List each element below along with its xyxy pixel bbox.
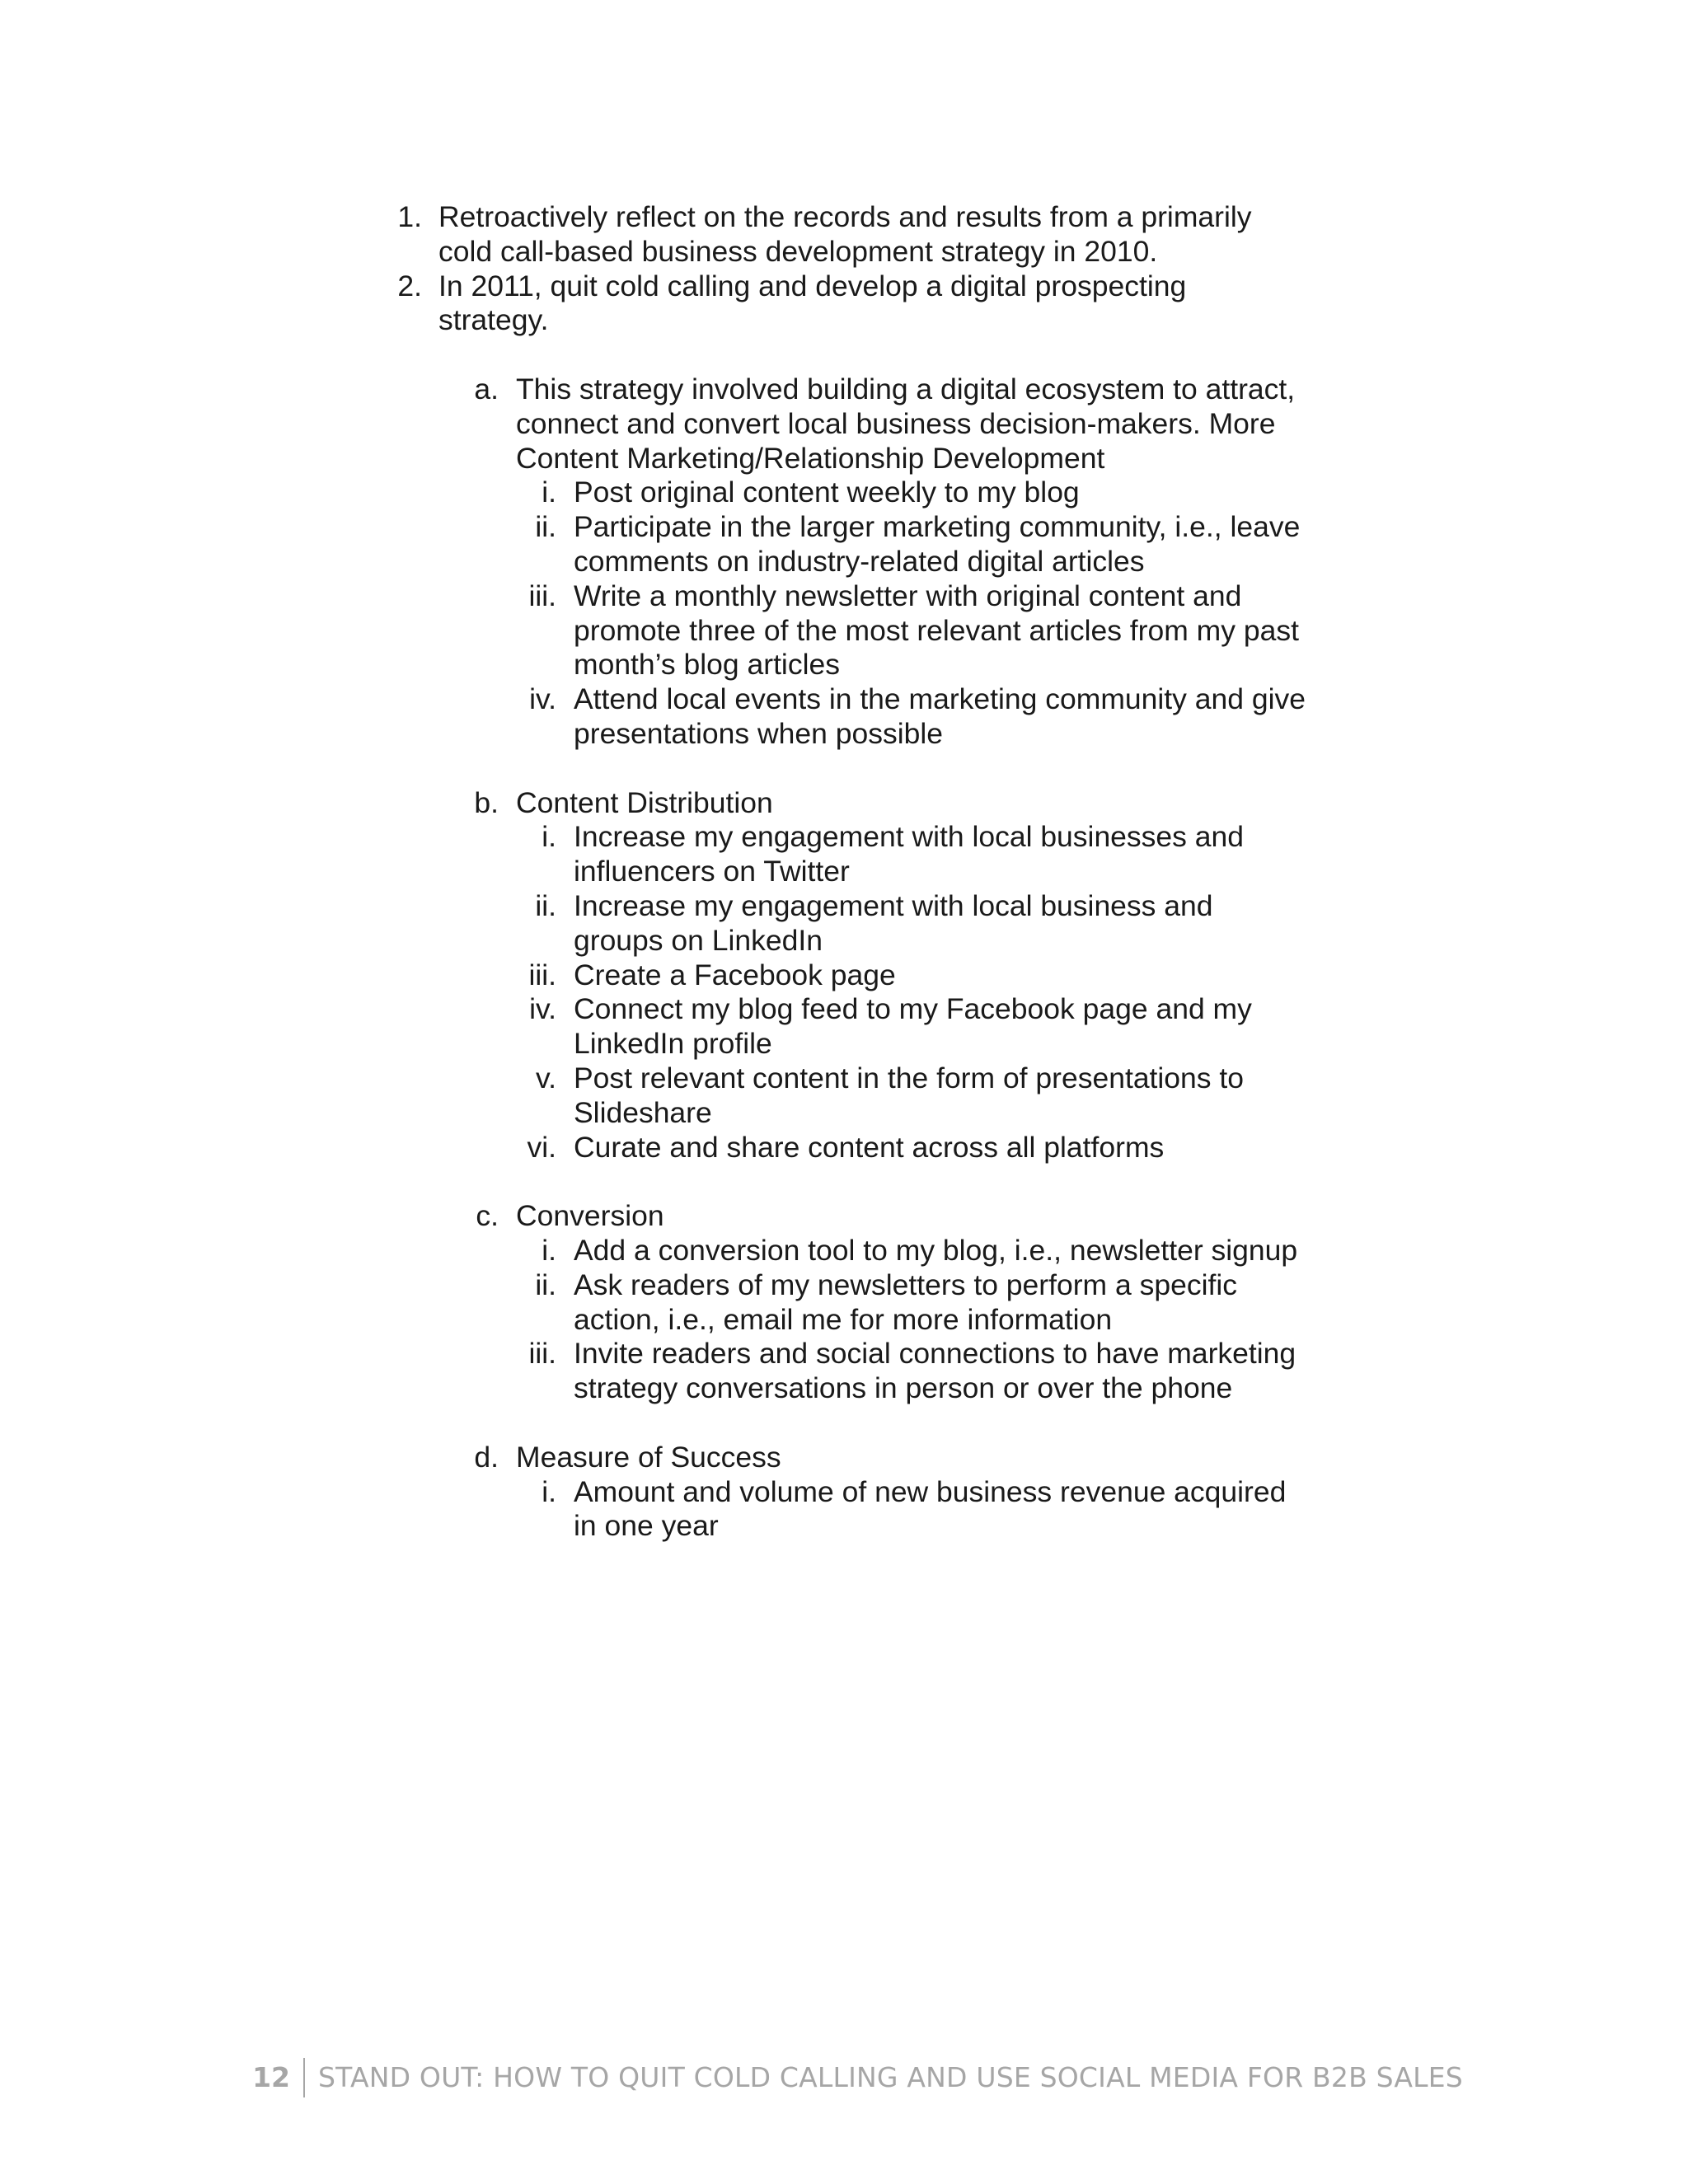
page-footer [0,2055,1688,2101]
roman-item-text: Ask readers of my newsletters to perform a specific [574,1268,1237,1301]
roman-item-text: action, i.e., email me for more information [574,1302,1113,1336]
roman-item-text: Curate and share content across all platforms [574,1130,1165,1164]
roman-item-text: Create a Facebook page [574,958,896,991]
roman-item-text: Slideshare [574,1095,712,1129]
numbered-item-text: Retroactively reflect on the records and results from a primarily [438,200,1252,233]
roman-item-marker: ii. [535,510,556,544]
roman-item-text: Increase my engagement with local businesses and [574,820,1245,854]
page-number: 12 [252,2061,290,2093]
roman-item-text: groups on LinkedIn [574,923,823,957]
lettered-item-text: Content Marketing/Relationship Development [516,441,1105,475]
roman-item-text: Increase my engagement with local business and [574,889,1213,922]
lettered-item-text: This strategy involved building a digital ecosystem to attract, [516,373,1296,405]
roman-item-marker: iii. [528,579,556,612]
roman-item-text: month’s blog articles [574,648,840,682]
roman-item-text: Post original content weekly to my blog [574,476,1080,509]
roman-item-marker: ii. [535,889,556,922]
roman-item-text: comments on industry-related digital articles [574,545,1145,578]
lettered-item-marker: c. [476,1199,499,1233]
roman-item-text: Post relevant content in the form of presentations to [574,1062,1245,1094]
footer-divider [303,2058,305,2097]
roman-item-marker: v. [536,1062,556,1094]
roman-item-marker: iv. [529,992,556,1026]
roman-item-text: LinkedIn profile [574,1027,772,1061]
roman-item-marker: i. [542,1474,556,1508]
numbered-item-text: cold call-based business development strategy in 2010. [438,234,1158,268]
lettered-item-text: Measure of Success [516,1440,781,1474]
roman-item-text: presentations when possible [574,717,943,750]
numbered-item-text: strategy. [438,303,549,337]
roman-item-text: strategy conversations in person or over the phone [574,1371,1233,1405]
lettered-item-marker: a. [474,373,499,405]
roman-item-marker: ii. [535,1268,556,1301]
roman-item-marker: iii. [528,958,556,991]
roman-item-marker: i. [542,820,556,854]
roman-item-text: Participate in the larger marketing community, i.e., leave [574,510,1301,544]
lettered-item-text: connect and convert local business decision-makers. More [516,406,1276,440]
roman-item-marker: iii. [528,1337,556,1371]
numbered-item-marker: 2. [397,269,422,302]
roman-item-marker: i. [542,1234,556,1267]
roman-item-text: in one year [574,1509,719,1543]
roman-item-text: Connect my blog feed to my Facebook page and my [574,992,1252,1026]
roman-item-text: Amount and volume of new business revenue acquired [574,1474,1287,1508]
footer-title: STAND OUT: HOW TO QUIT COLD CALLING AND USE SOCIAL MEDIA FOR B2B SALES [318,2061,1463,2093]
lettered-item-text: Conversion [516,1199,664,1233]
roman-item-marker: i. [542,476,556,509]
roman-item-text: Invite readers and social connections to have marketing [574,1337,1296,1371]
roman-item-text: Attend local events in the marketing community and give [574,682,1306,716]
roman-item-text: promote three of the most relevant articles from my past [574,613,1299,647]
roman-item-text: Add a conversion tool to my blog, i.e., newsletter signup [574,1234,1298,1267]
lettered-item-text: Content Distribution [516,785,773,819]
roman-item-text: influencers on Twitter [574,855,850,888]
numbered-item-marker: 1. [397,200,422,233]
roman-item-marker: vi. [527,1130,556,1164]
lettered-item-marker: d. [474,1440,499,1474]
numbered-item-text: In 2011, quit cold calling and develop a digital prospecting [438,269,1187,302]
lettered-item-marker: b. [474,785,499,819]
roman-item-text: Write a monthly newsletter with original content and [574,579,1242,612]
roman-item-marker: iv. [529,682,556,716]
